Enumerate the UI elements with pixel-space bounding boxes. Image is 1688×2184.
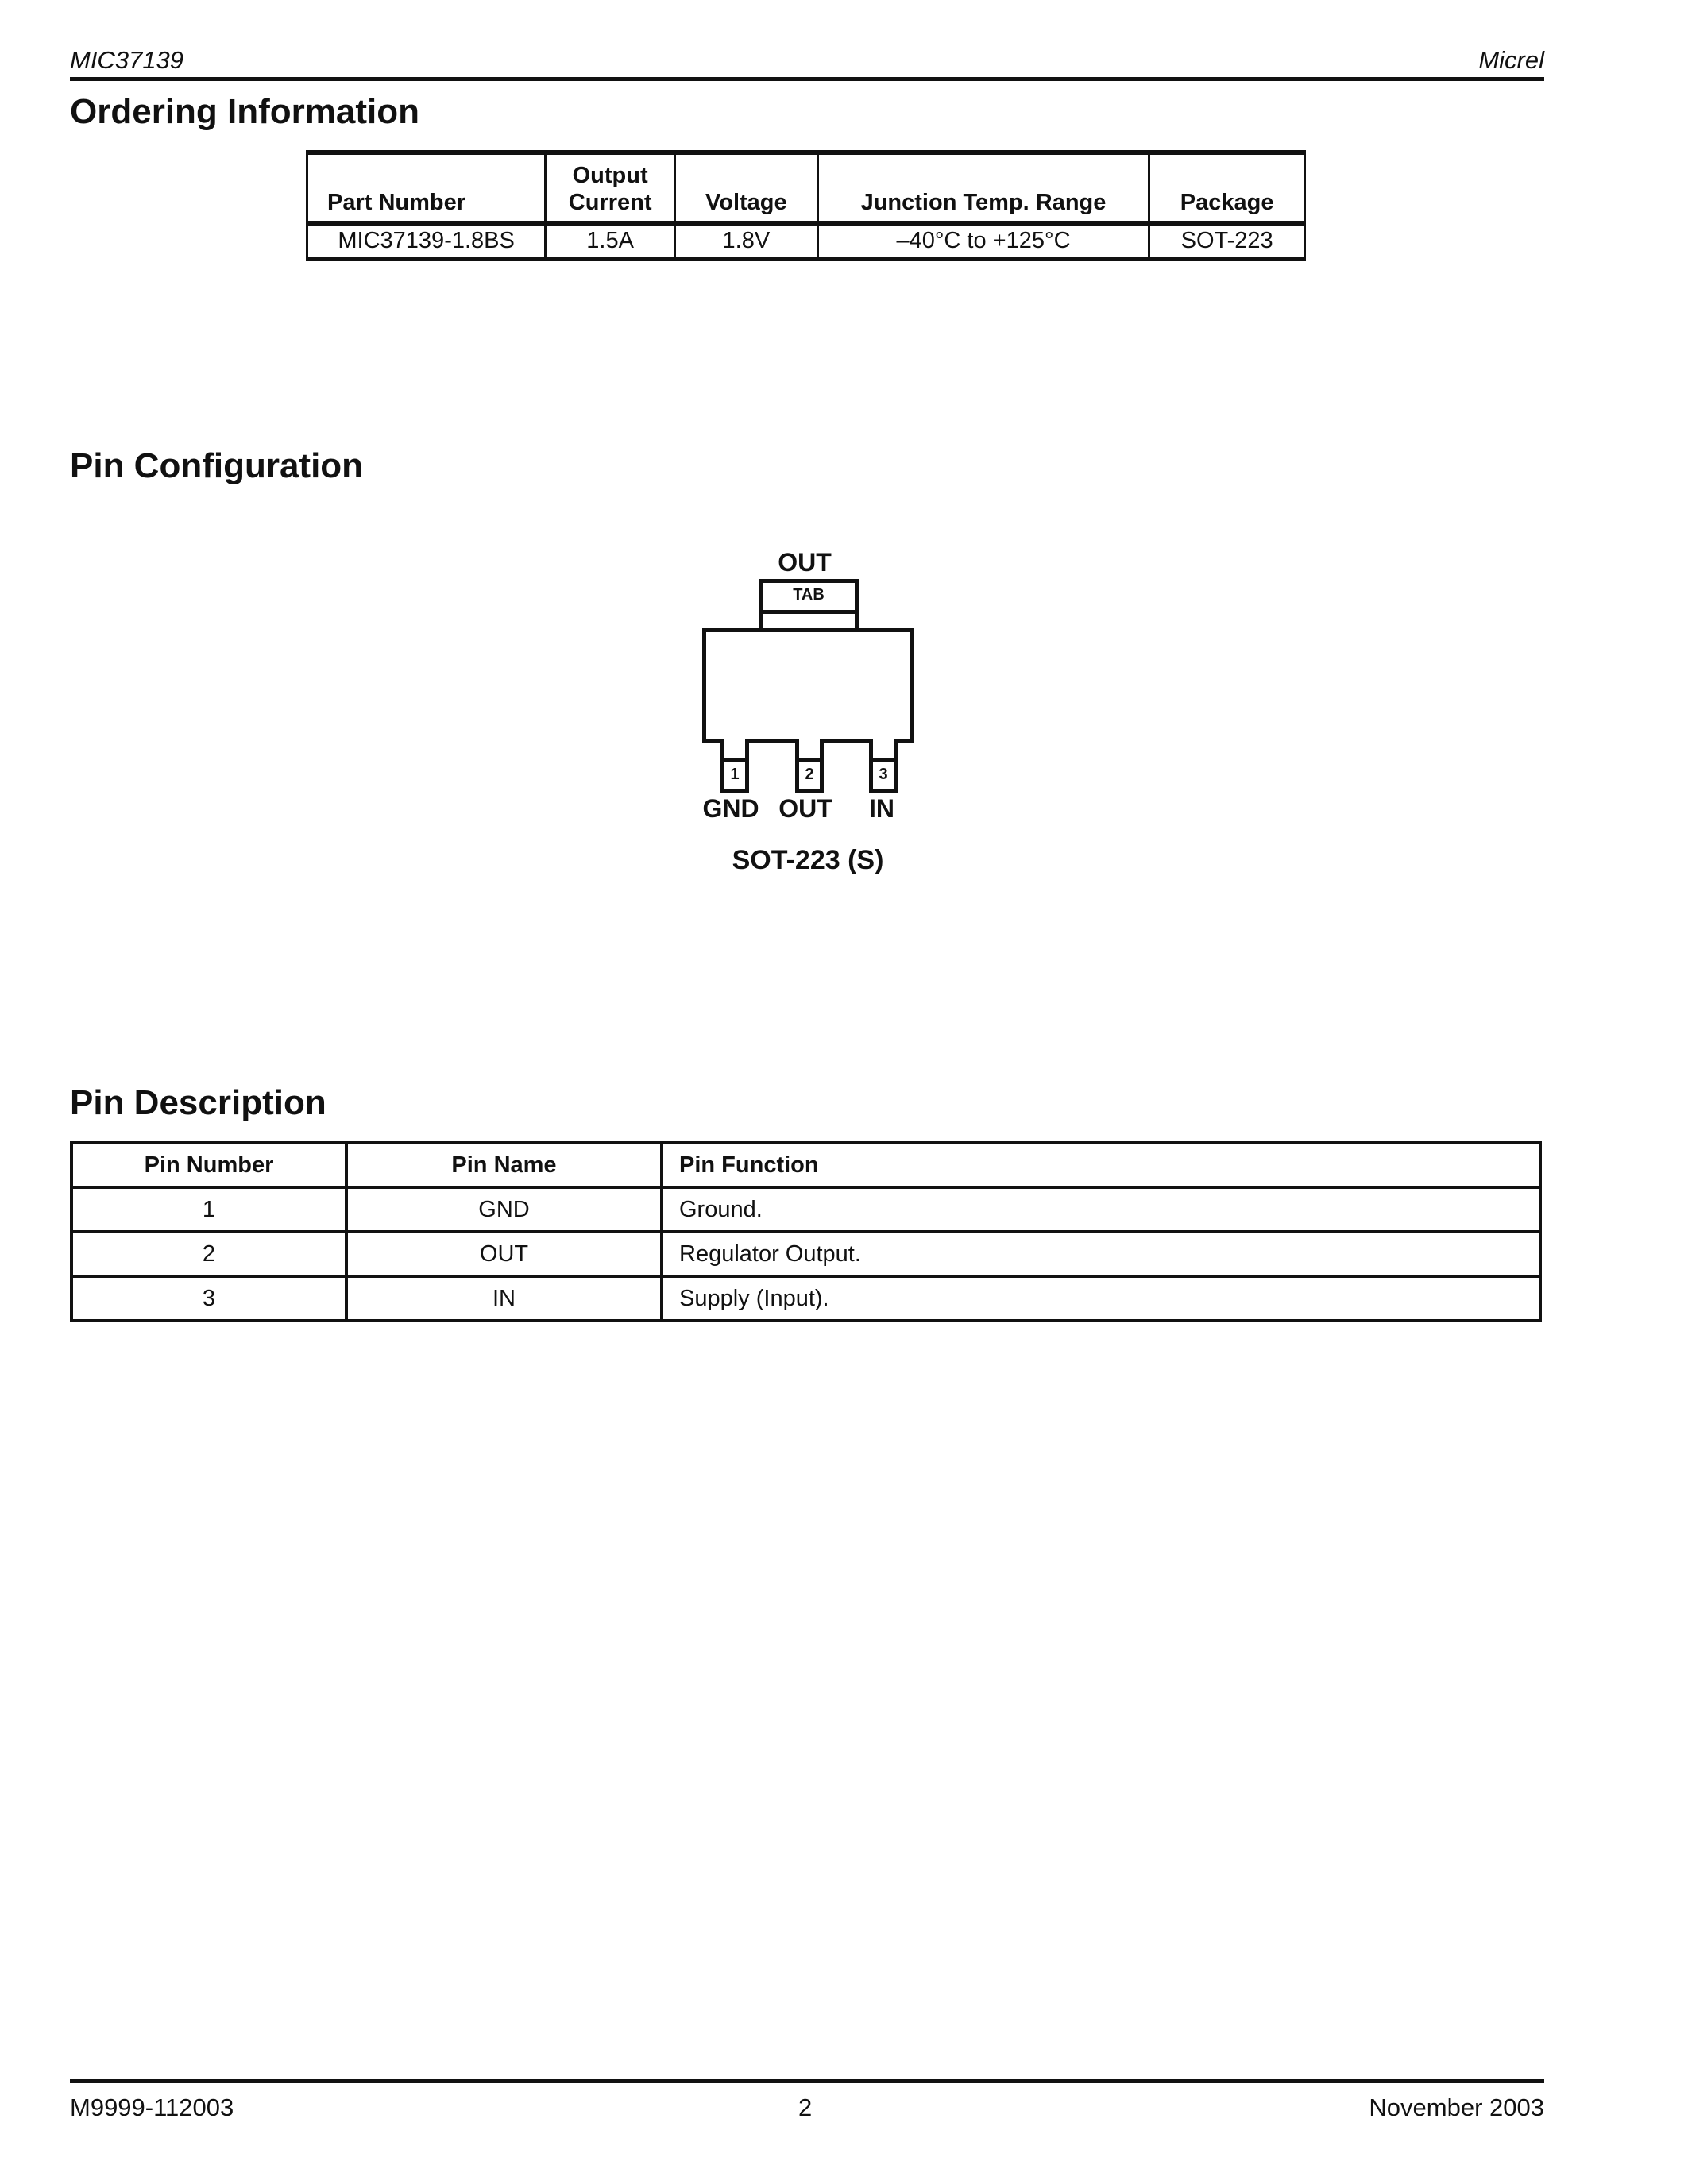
footer-rule: [70, 2079, 1544, 2083]
col-package: Package: [1149, 152, 1305, 223]
cell: 3: [71, 1276, 346, 1321]
cell: 1.5A: [546, 223, 675, 259]
pin-name: GND: [702, 794, 759, 823]
table-header-row: [307, 152, 1305, 223]
col-output-current-line1: Output: [572, 163, 648, 189]
tab-pin-label: OUT: [778, 548, 832, 577]
pin-3: [869, 739, 898, 793]
col-voltage: Voltage: [675, 152, 818, 223]
cell: 1.8V: [675, 223, 818, 259]
pin-name: OUT: [778, 794, 832, 823]
pin-description-table: [70, 1141, 1542, 1322]
pin-2: [795, 739, 824, 793]
col-temp-range: Junction Temp. Range: [817, 152, 1149, 223]
table-row: [307, 223, 1305, 259]
col-pin-number: Pin Number: [71, 1143, 346, 1187]
pin-number: 3: [879, 766, 888, 783]
table-row: [71, 1187, 1540, 1232]
pin-config-title: Pin Configuration: [70, 446, 364, 485]
ordering-title: Ordering Information: [70, 92, 419, 131]
cell: GND: [346, 1187, 662, 1232]
cell: IN: [346, 1276, 662, 1321]
col-output-current: [546, 152, 675, 223]
footer-date: November 2003: [1369, 2093, 1544, 2121]
tab-text: TAB: [793, 586, 825, 604]
cell: Ground.: [662, 1187, 1540, 1232]
cell: Regulator Output.: [662, 1232, 1540, 1276]
pin-description-title: Pin Description: [70, 1083, 326, 1122]
pin-1: [720, 739, 749, 793]
cell: SOT-223: [1149, 223, 1305, 259]
pin-number: 1: [730, 766, 740, 783]
header-part-number: MIC37139: [70, 46, 184, 74]
cell: 1: [71, 1187, 346, 1232]
package-label: SOT-223 (S): [732, 845, 884, 875]
col-pin-function: Pin Function: [662, 1143, 1540, 1187]
footer-page-number: 2: [798, 2093, 813, 2121]
table-row: [71, 1232, 1540, 1276]
table-header-row: [71, 1143, 1540, 1187]
cell: OUT: [346, 1232, 662, 1276]
pin-number: 2: [805, 766, 814, 783]
cell: MIC37139-1.8BS: [307, 223, 546, 259]
package-body: [702, 628, 914, 743]
cell: 2: [71, 1232, 346, 1276]
ordering-table: [306, 150, 1306, 261]
table-row: [71, 1276, 1540, 1321]
header-company: Micrel: [1478, 46, 1544, 74]
footer-doc-number: M9999-112003: [70, 2093, 234, 2121]
header-rule: [70, 77, 1544, 81]
col-output-current-line2: Current: [568, 189, 652, 215]
col-part-number: Part Number: [307, 152, 546, 223]
cell: Supply (Input).: [662, 1276, 1540, 1321]
cell: –40°C to +125°C: [817, 223, 1149, 259]
col-pin-name: Pin Name: [346, 1143, 662, 1187]
pin-name: IN: [869, 794, 894, 823]
